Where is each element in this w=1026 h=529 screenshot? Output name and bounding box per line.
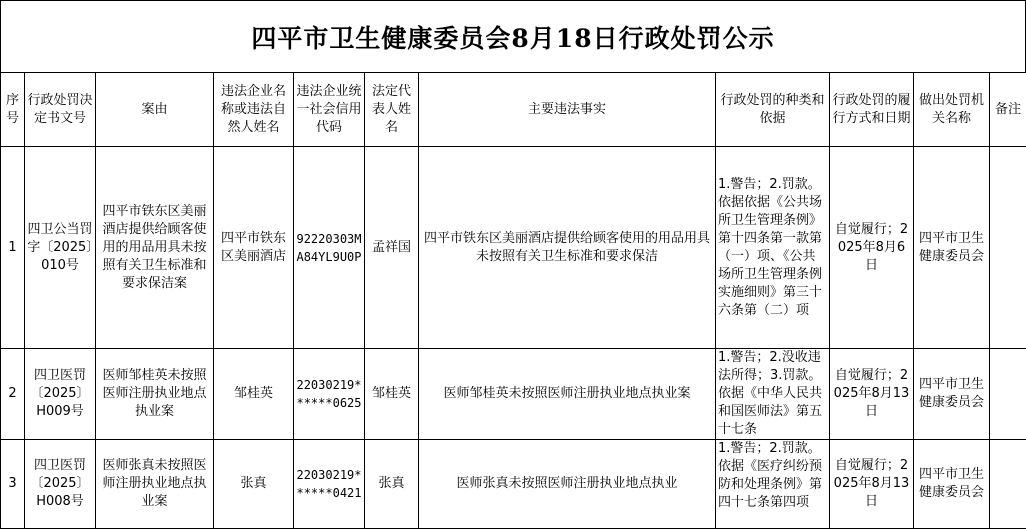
cell-execution: 自觉履行；2025年8月6日 [830,147,914,349]
penalty-table [0,72,1026,529]
page-title: 四平市卫生健康委员会8月18日行政处罚公示 [251,19,774,55]
cell-authority: 四平市卫生健康委员会 [914,440,990,529]
col-header-legal-rep: 法定代表人姓名 [365,73,419,147]
col-header-penalty: 行政处罚的种类和依据 [716,73,830,147]
col-header-facts: 主要违法事实 [419,73,716,147]
cell-credit-code: 22030219******0625 [294,349,365,440]
cell-note [990,440,1026,529]
cell-cause: 医师张真未按照医师注册执业地点执业案 [96,440,214,529]
cell-execution: 自觉履行；2025年8月13日 [830,440,914,529]
table-row [1,349,1026,440]
col-header-credit-code: 违法企业统一社会信用代码 [294,73,365,147]
cell-execution: 自觉履行；2025年8月13日 [830,349,914,440]
table-header-row [1,73,1026,147]
cell-legal-rep: 孟祥国 [365,147,419,349]
cell-note [990,147,1026,349]
cell-facts: 医师张真未按照医师注册执业地点执业 [419,440,716,529]
cell-legal-rep: 邹桂英 [365,349,419,440]
cell-index: 2 [1,349,25,440]
cell-facts: 医师邹桂英未按照医师注册执业地点执业案 [419,349,716,440]
title-row [0,0,1026,73]
cell-index: 3 [1,440,25,529]
cell-doc-no: 四卫公当罚字〔2025〕010号 [25,147,96,349]
col-header-execution: 行政处罚的履行方式和日期 [830,73,914,147]
cell-penalty: 1.警告；2.罚款。依据依据《公共场所卫生管理条例》第十四条第一款第（一）项、《公共场所卫生管理条例实施细则》第三十六条第（二）项 [716,147,830,349]
col-header-cause: 案由 [96,73,214,147]
cell-cause: 四平市铁东区美丽酒店提供给顾客使用的用品用具未按照有关卫生标准和要求保洁案 [96,147,214,349]
col-header-authority: 做出处罚机关名称 [914,73,990,147]
cell-legal-rep: 张真 [365,440,419,529]
cell-cause: 医师邹桂英未按照医师注册执业地点执业案 [96,349,214,440]
cell-authority: 四平市卫生健康委员会 [914,349,990,440]
cell-authority: 四平市卫生健康委员会 [914,147,990,349]
cell-entity: 四平市铁东区美丽酒店 [214,147,294,349]
table-row [1,440,1026,529]
cell-credit-code: 22030219******0421 [294,440,365,529]
cell-doc-no: 四卫医罚〔2025〕H009号 [25,349,96,440]
cell-entity: 张真 [214,440,294,529]
table-row [1,147,1026,349]
cell-credit-code: 92220303MA84YL9U0P [294,147,365,349]
col-header-note: 备注 [990,73,1026,147]
cell-entity: 邹桂英 [214,349,294,440]
col-header-entity: 违法企业名称或违法自然人姓名 [214,73,294,147]
col-header-index: 序号 [1,73,25,147]
cell-penalty: 1.警告；2.罚款。依据《医疗纠纷预防和处理条例》第四十七条第四项 [716,440,830,529]
cell-facts: 四平市铁东区美丽酒店提供给顾客使用的用品用具未按照有关卫生标准和要求保洁 [419,147,716,349]
cell-penalty: 1.警告；2.没收违法所得；3.罚款。依据《中华人民共和国医师法》第五十七条 [716,349,830,440]
cell-index: 1 [1,147,25,349]
col-header-doc-no: 行政处罚决定书文号 [25,73,96,147]
cell-doc-no: 四卫医罚〔2025〕H008号 [25,440,96,529]
cell-note [990,349,1026,440]
